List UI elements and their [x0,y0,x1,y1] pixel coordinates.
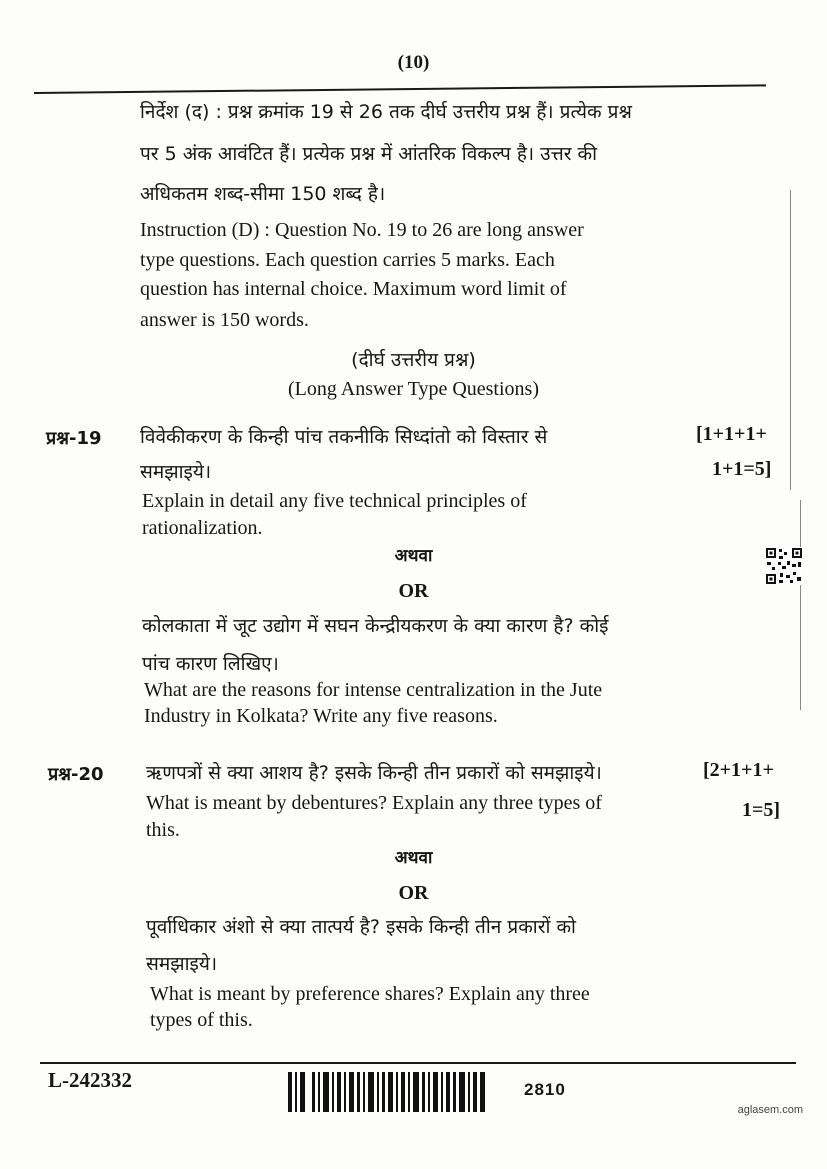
section-heading-english: (Long Answer Type Questions) [288,378,539,400]
question-20-or-hindi: अथवा [394,848,433,868]
instruction-english-line-4: answer is 150 words. [140,309,309,331]
question-20-marks-line-1: [2+1+1+ [703,759,774,781]
question-19-english-line-2: rationalization. [142,517,263,539]
question-20-alt-english-line-1: What is meant by preference shares? Explain any three [150,983,590,1005]
instruction-hindi-line-3: अधिकतम शब्द-सीमा 150 शब्द है। [140,183,386,205]
instruction-english-line-2: type questions. Each question carries 5 marks. Each [140,249,555,271]
question-19-marks-line-1: [1+1+1+ [696,423,767,445]
question-19-hindi-line-1: विवेकीकरण के किन्ही पांच तकनीकि सिध्दांतो को विस्तार से [140,426,548,448]
question-20-marks-line-2: 1=5] [742,799,781,821]
header-rule [34,84,766,94]
instruction-hindi-line-2: पर 5 अंक आवंटित हैं। प्रत्येक प्रश्न में आंतरिक विकल्प है। उत्तर की [140,143,598,165]
question-20-alt-hindi-line-2: समझाइये। [146,953,218,975]
question-19-label: प्रश्न-19 [46,428,102,449]
question-20-alt-hindi-line-1: पूर्वाधिकार अंशो से क्या तात्पर्य है? इसके किन्ही तीन प्रकारों को [146,916,576,938]
question-19-alt-hindi-line-2: पांच कारण लिखिए। [142,653,279,675]
instruction-english-line-1: Instruction (D) : Question No. 19 to 26 are long answer [140,219,584,241]
question-19-or-english: OR [398,580,429,602]
scan-margin-line-lower [800,500,801,710]
footer-rule [40,1062,796,1064]
question-19-or-hindi: अथवा [394,546,433,566]
question-19-alt-hindi-line-1: कोलकाता में जूट उद्योग में सघन केन्द्रीयकरण के क्या कारण है? कोई [142,615,609,637]
instruction-english-line-3: question has internal choice. Maximum word limit of [140,278,567,300]
page-number: (10) [397,52,430,73]
question-19-alt-english-line-1: What are the reasons for intense centralization in the Jute [144,679,603,701]
qr-code-icon [765,547,803,585]
watermark: aglasem.com [737,1104,803,1116]
serial-number: 2810 [524,1080,566,1099]
paper-code: L-242332 [48,1068,132,1092]
question-19-hindi-line-2: समझाइये। [140,461,212,483]
barcode-icon [288,1072,488,1112]
question-19-alt-english-line-2: Industry in Kolkata? Write any five reasons. [144,705,498,727]
instruction-hindi-line-1: निर्देश (द) : प्रश्न क्रमांक 19 से 26 तक दीर्घ उत्तरीय प्रश्न हैं। प्रत्येक प्रश्न [140,101,632,123]
question-20-label: प्रश्न-20 [48,764,104,785]
question-19-english-line-1: Explain in detail any five technical principles of [142,490,527,512]
question-20-english-line-2: this. [146,819,180,841]
question-20-hindi-line-1: ऋणपत्रों से क्या आशय है? इसके किन्ही तीन प्रकारों को समझाइये। [146,762,602,784]
scan-margin-line [790,190,791,490]
question-20-or-english: OR [398,882,429,904]
question-20-english-line-1: What is meant by debentures? Explain any three types of [146,792,602,814]
question-20-alt-english-line-2: types of this. [150,1009,253,1031]
section-heading-hindi: (दीर्घ उत्तरीय प्रश्न) [351,349,476,371]
question-19-marks-line-2: 1+1=5] [712,458,772,480]
